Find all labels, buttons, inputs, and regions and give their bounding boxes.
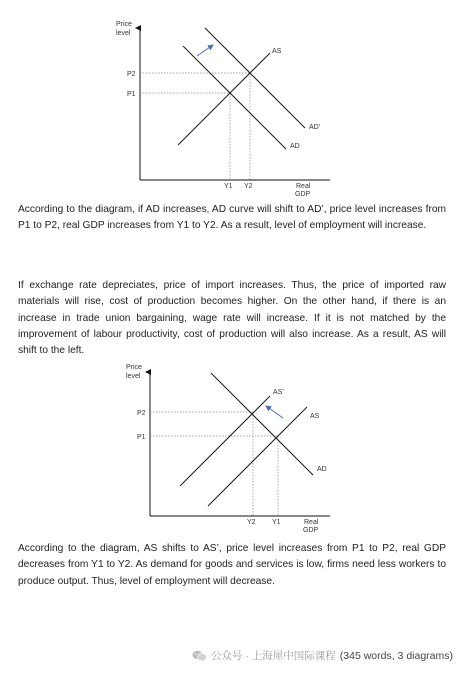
p1-label: P1 (137, 434, 146, 441)
p2-label: P2 (137, 410, 146, 417)
ad-curve (183, 46, 286, 149)
as-label: AS (310, 413, 320, 420)
watermark-text: 公众号 · 上海犀中国际课程 (210, 650, 336, 662)
y-axis-label-line2: level (126, 373, 141, 380)
ad-prime-label: AD' (309, 124, 321, 131)
y-axis-label-line1: Price (126, 364, 142, 371)
y-axis-label-line1: Price (116, 21, 132, 28)
shift-arrow-icon (197, 45, 213, 56)
ad-label: AD (317, 466, 327, 473)
ad-label: AD (290, 143, 300, 150)
p2-label: P2 (127, 71, 136, 78)
shift-arrow-icon (266, 406, 283, 418)
paragraph-ad-increase: According to the diagram, if AD increases, AD curve will shift to AD’, price level increases from P1 to P2, real GDP increases from Y1 to Y2. As a result, level of employment will increase. (18, 204, 446, 232)
y-axis-label-line2: level (116, 30, 131, 37)
y2-label: Y2 (247, 519, 256, 526)
wechat-icon (192, 650, 207, 662)
x-axis-label-line2: GDP (303, 527, 319, 534)
as-curve (208, 407, 307, 506)
as-prime-curve (180, 396, 270, 486)
x-axis-label-line1: Real (296, 183, 311, 190)
paragraph-cost-push: If exchange rate depreciates, price of import increases. Thus, the price of imported raw materials will rise, cost of production becomes higher. On the other hand, if there is an increase in trade union bargaining, wage rate will increase. If it is not matched by the improvement of labour productivity, cost of production will also increase. As a result, AS will shift to the left. (18, 280, 446, 357)
y1-label: Y1 (224, 183, 233, 190)
y1-label: Y1 (272, 519, 281, 526)
paragraph-as-decrease: According to the diagram, AS shifts to AS’, price level increases from P1 to P2, real GDP decreases from Y1 to Y2. As demand for goods and services is low, firms need less workers to produce output. Thus, level of employment will decrease. (18, 543, 446, 587)
as-curve (178, 53, 270, 145)
x-axis-label-line2: GDP (295, 191, 311, 197)
x-axis-label-line1: Real (304, 519, 319, 526)
as-prime-label: AS' (273, 389, 284, 396)
footer (192, 648, 453, 663)
word-count: (345 words, 3 diagrams) (339, 649, 453, 662)
as-shift-diagram (100, 356, 340, 536)
y2-label: Y2 (244, 183, 253, 190)
ad-prime-curve (205, 28, 305, 128)
ad-curve (211, 373, 313, 475)
p1-label: P1 (127, 91, 136, 98)
as-label: AS (272, 48, 282, 55)
ad-shift-diagram (100, 12, 340, 197)
